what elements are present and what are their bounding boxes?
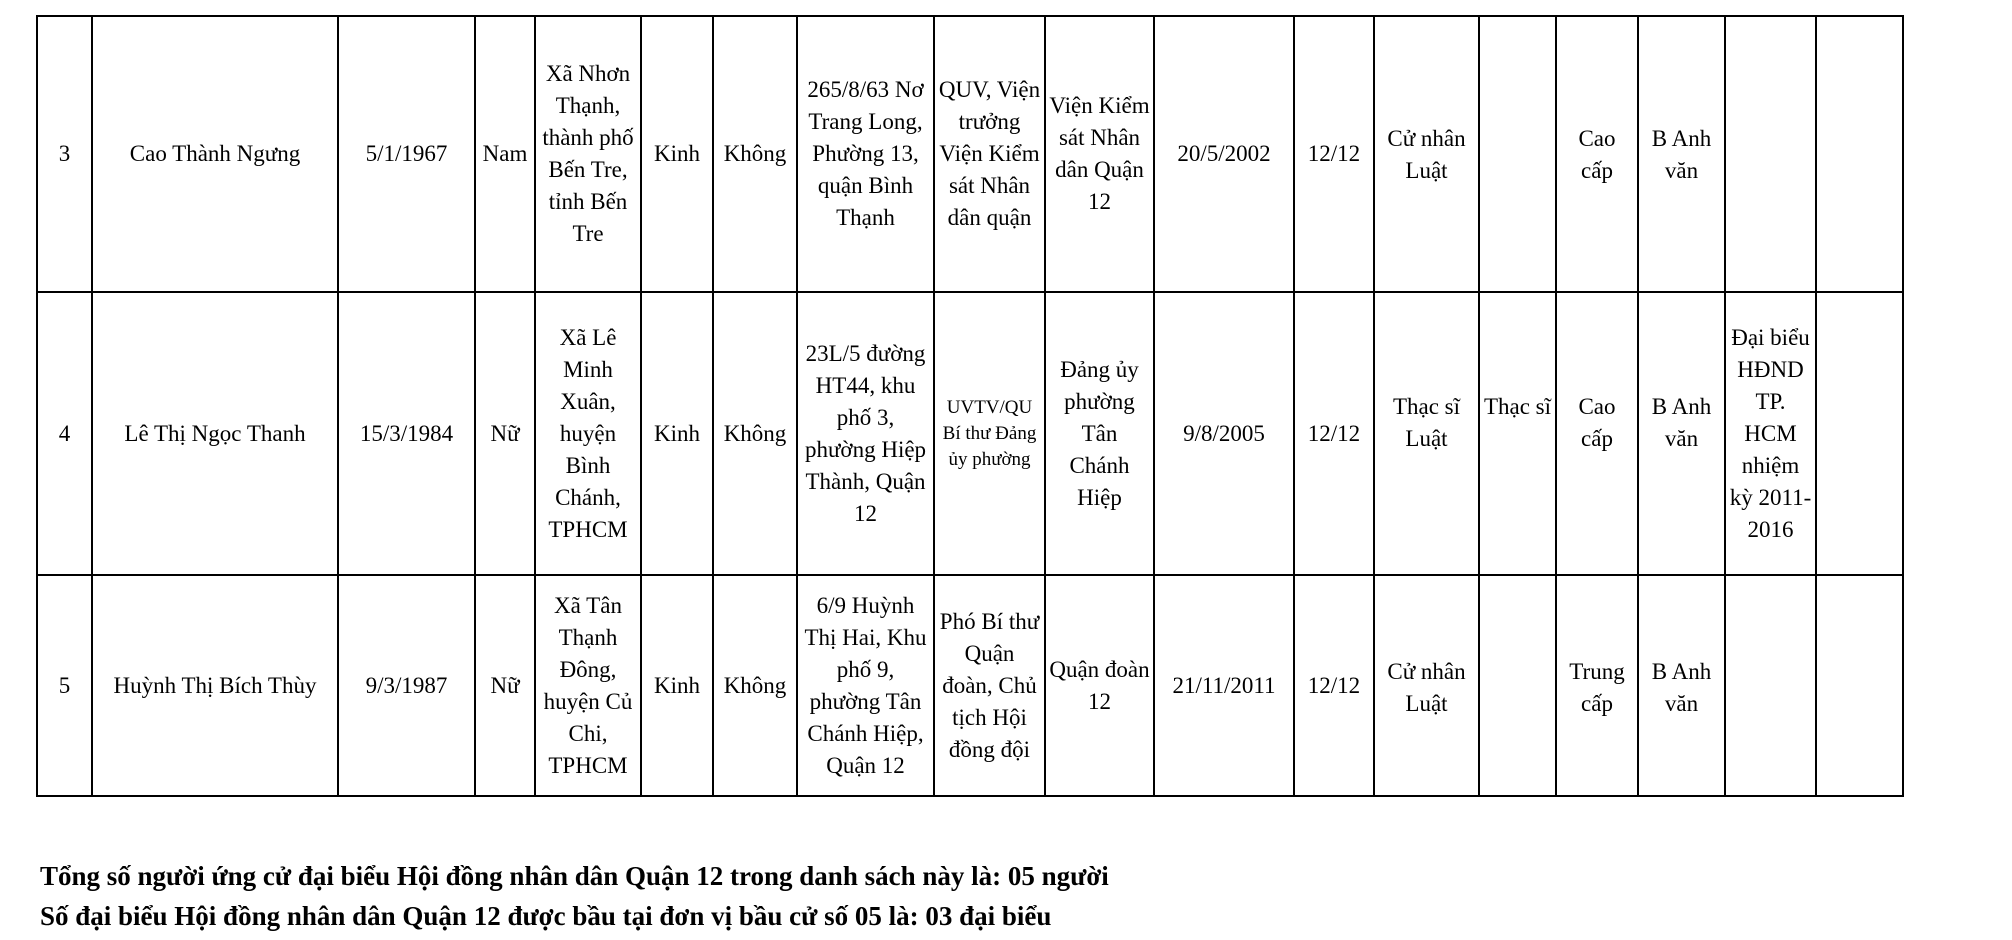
general-edu-cell: 12/12 <box>1294 575 1374 796</box>
religion-cell: Không <box>713 575 797 796</box>
gender-cell: Nữ <box>475 292 535 575</box>
ethnicity-cell: Kinh <box>641 575 713 796</box>
political-cell: Cao cấp <box>1556 292 1638 575</box>
party-date-cell: 21/11/2011 <box>1154 575 1294 796</box>
workplace-cell: Đảng ủy phường Tân Chánh Hiệp <box>1045 292 1154 575</box>
dob-cell: 9/3/1987 <box>338 575 475 796</box>
extra-cell <box>1816 16 1903 292</box>
gender-cell: Nữ <box>475 575 535 796</box>
professional-cell: Cử nhân Luật <box>1374 575 1479 796</box>
party-date-cell: 9/8/2005 <box>1154 292 1294 575</box>
workplace-cell: Quận đoàn 12 <box>1045 575 1154 796</box>
religion-cell: Không <box>713 16 797 292</box>
degree-cell: Thạc sĩ <box>1479 292 1556 575</box>
hometown-cell: Xã Nhơn Thạnh, thành phố Bến Tre, tỉnh Bến Tre <box>535 16 641 292</box>
party-date-cell: 20/5/2002 <box>1154 16 1294 292</box>
name-cell: Lê Thị Ngọc Thanh <box>92 292 338 575</box>
language-cell: B Anh văn <box>1638 292 1725 575</box>
language-cell: B Anh văn <box>1638 575 1725 796</box>
candidate-table <box>36 15 1904 797</box>
stt-cell: 4 <box>37 292 92 575</box>
hometown-cell: Xã Lê Minh Xuân, huyện Bình Chánh, TPHCM <box>535 292 641 575</box>
hometown-cell: Xã Tân Thạnh Đông, huyện Củ Chi, TPHCM <box>535 575 641 796</box>
degree-cell <box>1479 575 1556 796</box>
political-cell: Trung cấp <box>1556 575 1638 796</box>
table-row <box>37 292 1903 575</box>
delegate-cell: Đại biểu HĐND TP. HCM nhiệm kỳ 2011-2016 <box>1725 292 1816 575</box>
political-cell: Cao cấp <box>1556 16 1638 292</box>
summary-elected-delegates: Số đại biểu Hội đồng nhân dân Quận 12 được bầu tại đơn vị bầu cử số 05 là: 03 đại biểu <box>40 901 1052 931</box>
residence-cell: 23L/5 đường HT44, khu phố 3, phường Hiệp Thành, Quận 12 <box>797 292 934 575</box>
position-cell: QUV, Viện trưởng Viện Kiểm sát Nhân dân quận <box>934 16 1045 292</box>
dob-cell: 15/3/1984 <box>338 292 475 575</box>
summary-total-candidates: Tổng số người ứng cử đại biểu Hội đồng nhân dân Quận 12 trong danh sách này là: 05 người <box>40 861 1109 891</box>
language-cell: B Anh văn <box>1638 16 1725 292</box>
name-cell: Cao Thành Ngưng <box>92 16 338 292</box>
ethnicity-cell: Kinh <box>641 292 713 575</box>
extra-cell <box>1816 292 1903 575</box>
position-cell: Phó Bí thư Quận đoàn, Chủ tịch Hội đồng đội <box>934 575 1045 796</box>
extra-cell <box>1816 575 1903 796</box>
workplace-cell: Viện Kiểm sát Nhân dân Quận 12 <box>1045 16 1154 292</box>
professional-cell: Thạc sĩ Luật <box>1374 292 1479 575</box>
gender-cell: Nam <box>475 16 535 292</box>
stt-cell: 5 <box>37 575 92 796</box>
table-row <box>37 575 1903 796</box>
position-cell: UVTV/QU Bí thư Đảng ủy phường <box>934 292 1045 575</box>
delegate-cell <box>1725 16 1816 292</box>
name-cell: Huỳnh Thị Bích Thùy <box>92 575 338 796</box>
table-row <box>37 16 1903 292</box>
religion-cell: Không <box>713 292 797 575</box>
summary <box>40 856 1109 936</box>
general-edu-cell: 12/12 <box>1294 292 1374 575</box>
degree-cell <box>1479 16 1556 292</box>
general-edu-cell: 12/12 <box>1294 16 1374 292</box>
residence-cell: 6/9 Huỳnh Thị Hai, Khu phố 9, phường Tân Chánh Hiệp, Quận 12 <box>797 575 934 796</box>
delegate-cell <box>1725 575 1816 796</box>
stt-cell: 3 <box>37 16 92 292</box>
dob-cell: 5/1/1967 <box>338 16 475 292</box>
residence-cell: 265/8/63 Nơ Trang Long, Phường 13, quận Bình Thạnh <box>797 16 934 292</box>
professional-cell: Cử nhân Luật <box>1374 16 1479 292</box>
ethnicity-cell: Kinh <box>641 16 713 292</box>
